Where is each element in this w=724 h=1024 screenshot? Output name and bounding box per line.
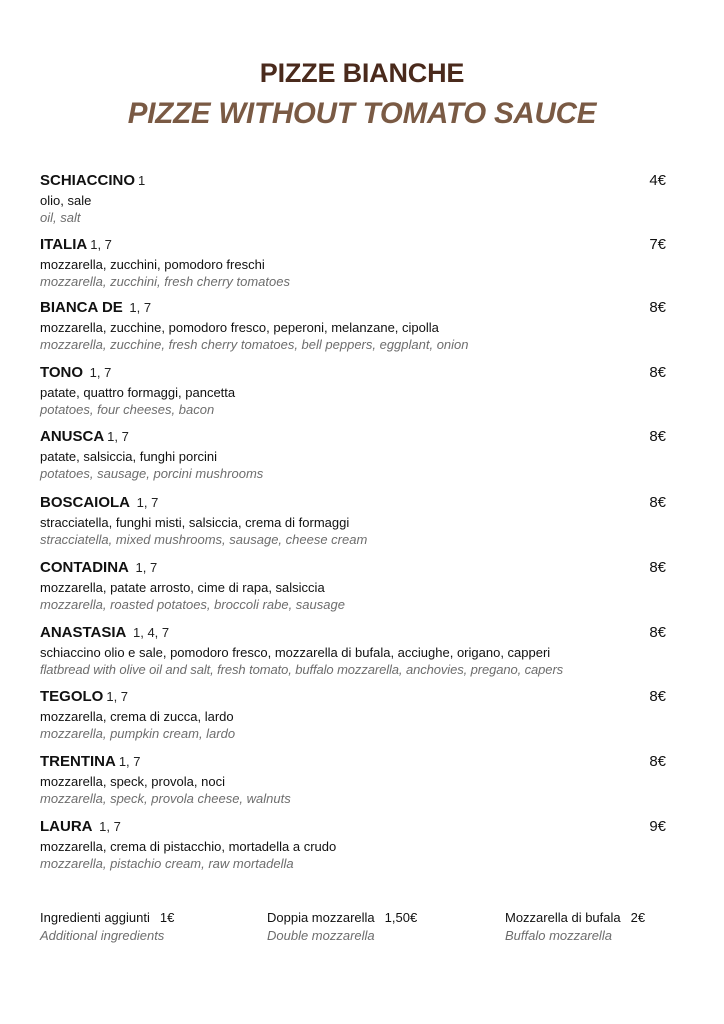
- menu-subtitle: PIZZE WITHOUT TOMATO SAUCE: [127, 97, 597, 130]
- extra-label-en: Additional ingredients: [40, 928, 165, 943]
- item-name: TRENTINA: [40, 753, 116, 770]
- menu-item-bianca-de: [40, 299, 672, 353]
- extra-price: 2€: [630, 910, 646, 925]
- item-ingredients-it: patate, quattro formaggi, pancetta: [40, 385, 236, 400]
- extra-label-it: Ingredienti aggiunti: [40, 910, 150, 925]
- item-ingredients-it: mozzarella, crema di pistacchio, mortadella a crudo: [40, 839, 337, 854]
- extra-label-it: Doppia mozzarella: [267, 910, 375, 925]
- item-allergens: 1, 7: [131, 560, 158, 575]
- extra-price: 1,50€: [384, 910, 418, 925]
- item-ingredients-en: flatbread with olive oil and salt, fresh tomato, buffalo mozzarella, anchovies, pregano, capers: [40, 662, 564, 677]
- item-ingredients-it: schiaccino olio e sale, pomodoro fresco, mozzarella di bufala, acciughe, origano, capperi: [40, 645, 551, 660]
- item-price: 8€: [649, 753, 666, 770]
- extra-double-mozzarella: [267, 909, 417, 945]
- extra-buffalo-mozzarella: [505, 909, 645, 945]
- item-name: ITALIA: [40, 236, 88, 253]
- menu-item-schiaccino: [40, 172, 672, 226]
- item-price: 7€: [649, 236, 666, 253]
- extra-label-en: Buffalo mozzarella: [505, 928, 612, 943]
- item-ingredients-it: patate, salsiccia, funghi porcini: [40, 449, 218, 464]
- extra-label-it: Mozzarella di bufala: [505, 910, 621, 925]
- extra-ingredients: [40, 909, 174, 945]
- item-price: 8€: [649, 299, 666, 316]
- item-allergens: 1, 7: [107, 429, 129, 444]
- menu-item-boscaiola: [40, 494, 672, 548]
- item-allergens: 1, 7: [86, 365, 112, 380]
- menu-item-trentina: [40, 753, 672, 807]
- item-price: 8€: [649, 688, 666, 705]
- item-ingredients-it: mozzarella, zucchine, pomodoro fresco, peperoni, melanzane, cipolla: [40, 320, 439, 335]
- item-name: TONO: [40, 364, 84, 381]
- menu-item-laura: [40, 818, 672, 872]
- item-name: CONTADINA: [40, 559, 129, 576]
- item-price: 4€: [649, 172, 666, 189]
- item-price: 8€: [649, 428, 666, 445]
- item-name: BIANCA DE: [40, 299, 123, 316]
- item-ingredients-en: mozzarella, pumpkin cream, lardo: [40, 726, 236, 741]
- item-allergens: 1, 7: [106, 689, 129, 704]
- item-name: SCHIACCINO: [40, 172, 136, 189]
- item-allergens: 1, 7: [90, 237, 112, 252]
- item-name: ANUSCA: [40, 428, 105, 445]
- item-allergens: 1, 7: [95, 819, 121, 834]
- menu-item-anastasia: [40, 624, 672, 678]
- item-name: TEGOLO: [40, 688, 104, 705]
- item-name: ANASTASIA: [40, 624, 127, 641]
- menu-item-italia: [40, 236, 672, 290]
- item-allergens: 1, 7: [133, 495, 159, 510]
- menu-item-anusca: [40, 428, 672, 482]
- menu-title: PIZZE BIANCHE: [259, 58, 465, 88]
- item-name: LAURA: [40, 818, 93, 835]
- item-allergens: 1, 4, 7: [129, 625, 170, 640]
- item-ingredients-it: stracciatella, funghi misti, salsiccia, crema di formaggi: [40, 515, 350, 530]
- item-ingredients-it: mozzarella, crema di zucca, lardo: [40, 709, 234, 724]
- extra-price: 1€: [159, 910, 175, 925]
- menu-item-contadina: [40, 559, 672, 613]
- item-name: BOSCAIOLA: [40, 494, 130, 511]
- item-ingredients-it: mozzarella, speck, provola, noci: [40, 774, 225, 789]
- item-ingredients-en: potatoes, four cheeses, bacon: [40, 402, 215, 417]
- item-allergens: 1: [138, 173, 146, 188]
- item-ingredients-en: mozzarella, pistachio cream, raw mortadella: [40, 856, 294, 871]
- item-ingredients-it: mozzarella, patate arrosto, cime di rapa, salsiccia: [40, 580, 325, 595]
- item-ingredients-en: mozzarella, roasted potatoes, broccoli rabe, sausage: [40, 597, 345, 612]
- menu-item-tegolo: [40, 688, 672, 742]
- item-allergens: 1, 7: [125, 300, 152, 315]
- item-price: 8€: [649, 364, 666, 381]
- item-ingredients-en: stracciatella, mixed mushrooms, sausage, cheese cream: [40, 532, 368, 547]
- item-allergens: 1, 7: [118, 754, 141, 769]
- item-ingredients-it: mozzarella, zucchini, pomodoro freschi: [40, 257, 265, 272]
- item-ingredients-en: mozzarella, zucchine, fresh cherry tomatoes, bell peppers, eggplant, onion: [40, 337, 469, 352]
- extra-label-en: Double mozzarella: [267, 928, 375, 943]
- item-price: 9€: [649, 818, 666, 835]
- item-ingredients-en: oil, salt: [40, 210, 81, 225]
- item-price: 8€: [649, 559, 666, 576]
- item-ingredients-en: potatoes, sausage, porcini mushrooms: [40, 466, 264, 481]
- item-ingredients-en: mozzarella, zucchini, fresh cherry tomatoes: [40, 274, 290, 289]
- menu-item-tono: [40, 364, 672, 418]
- item-price: 8€: [649, 624, 666, 641]
- item-ingredients-it: olio, sale: [40, 193, 92, 208]
- item-ingredients-en: mozzarella, speck, provola cheese, walnuts: [40, 791, 291, 806]
- item-price: 8€: [649, 494, 666, 511]
